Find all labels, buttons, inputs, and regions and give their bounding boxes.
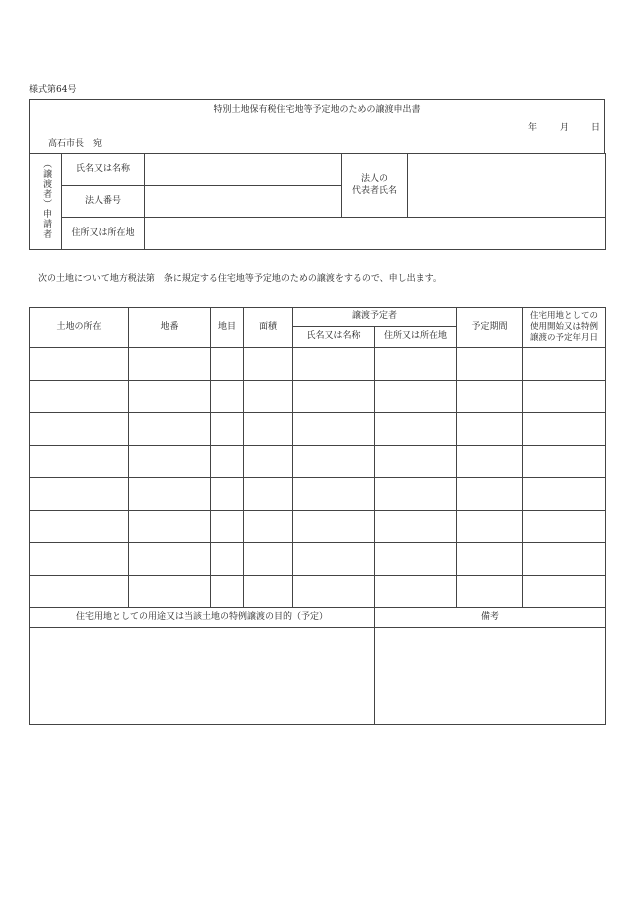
cell-transferee-address[interactable] xyxy=(375,478,457,511)
purpose-label: 住宅用地としての用途又は当該土地の特例譲渡の目的（予定） xyxy=(30,608,375,628)
land-table xyxy=(29,307,606,608)
cell-area[interactable] xyxy=(244,575,293,608)
cell-lot-number[interactable] xyxy=(129,575,211,608)
cell-lot-number[interactable] xyxy=(129,478,211,511)
table-row xyxy=(30,510,606,543)
name-label: 氏名又は名称 xyxy=(62,154,145,186)
name-field[interactable] xyxy=(145,154,342,186)
cell-location[interactable] xyxy=(30,380,129,413)
table-row xyxy=(30,348,606,381)
cell-transferee-address[interactable] xyxy=(375,445,457,478)
cell-transferee-address[interactable] xyxy=(375,543,457,576)
cell-location[interactable] xyxy=(30,478,129,511)
cell-start-date[interactable] xyxy=(523,413,606,446)
table-row xyxy=(30,413,606,446)
cell-land-category[interactable] xyxy=(211,543,244,576)
cell-land-category[interactable] xyxy=(211,478,244,511)
remarks-field[interactable] xyxy=(375,628,606,725)
address-label: 住所又は所在地 xyxy=(62,218,145,250)
cell-transferee-name[interactable] xyxy=(293,543,375,576)
cell-location[interactable] xyxy=(30,510,129,543)
cell-location[interactable] xyxy=(30,575,129,608)
cell-location[interactable] xyxy=(30,348,129,381)
cell-location[interactable] xyxy=(30,413,129,446)
cell-land-category[interactable] xyxy=(211,575,244,608)
header-area: 面積 xyxy=(244,308,293,348)
cell-start-date[interactable] xyxy=(523,348,606,381)
cell-transferee-name[interactable] xyxy=(293,413,375,446)
representative-label-line1: 法人の xyxy=(360,174,388,185)
date-month: 月 xyxy=(560,123,570,133)
cell-start-date[interactable] xyxy=(523,510,606,543)
cell-area[interactable] xyxy=(244,380,293,413)
header-transferee: 譲渡予定者 xyxy=(293,308,457,327)
cell-transferee-name[interactable] xyxy=(293,510,375,543)
cell-transferee-name[interactable] xyxy=(293,575,375,608)
table-row xyxy=(30,445,606,478)
cell-area[interactable] xyxy=(244,478,293,511)
corp-number-label: 法人番号 xyxy=(62,186,145,218)
representative-label-line2: 代表者氏名 xyxy=(351,185,397,196)
table-row xyxy=(30,380,606,413)
cell-transferee-address[interactable] xyxy=(375,348,457,381)
cell-area[interactable] xyxy=(244,510,293,543)
table-row xyxy=(30,543,606,576)
purpose-field[interactable] xyxy=(30,628,375,725)
table-row xyxy=(30,478,606,511)
cell-planned-period[interactable] xyxy=(457,543,523,576)
cell-start-date[interactable] xyxy=(523,445,606,478)
form-title: 特別土地保有税住宅地等予定地のための譲渡申出書 xyxy=(213,105,421,115)
header-land-category: 地目 xyxy=(211,308,244,348)
cell-transferee-address[interactable] xyxy=(375,413,457,446)
land-rows xyxy=(30,348,606,608)
cell-planned-period[interactable] xyxy=(457,510,523,543)
cell-transferee-address[interactable] xyxy=(375,575,457,608)
cell-planned-period[interactable] xyxy=(457,348,523,381)
applicant-table xyxy=(29,153,606,250)
header-location: 土地の所在 xyxy=(30,308,129,348)
statement-text: 次の土地について地方税法第 条に規定する住宅地等予定地のための譲渡をするので、申し出ます。 xyxy=(38,274,442,284)
cell-land-category[interactable] xyxy=(211,348,244,381)
cell-transferee-address[interactable] xyxy=(375,510,457,543)
cell-planned-period[interactable] xyxy=(457,380,523,413)
form-number: 様式第64号 xyxy=(29,85,77,95)
remarks-label: 備考 xyxy=(375,608,606,628)
applicant-group-label: （譲渡者）申請者 xyxy=(30,154,62,250)
cell-lot-number[interactable] xyxy=(129,510,211,543)
cell-planned-period[interactable] xyxy=(457,413,523,446)
header-start-date-line2: 使用開始又は特例 xyxy=(530,321,599,332)
cell-land-category[interactable] xyxy=(211,510,244,543)
cell-land-category[interactable] xyxy=(211,413,244,446)
cell-area[interactable] xyxy=(244,543,293,576)
representative-field[interactable] xyxy=(408,154,606,218)
header-start-date xyxy=(523,308,606,348)
cell-start-date[interactable] xyxy=(523,380,606,413)
header-planned-period: 予定期間 xyxy=(457,308,523,348)
date-year: 年 xyxy=(528,123,538,133)
addressee: 高石市長 宛 xyxy=(48,139,103,149)
header-start-date-line1: 住宅用地としての xyxy=(530,310,599,321)
table-row xyxy=(30,575,606,608)
cell-land-category[interactable] xyxy=(211,380,244,413)
cell-location[interactable] xyxy=(30,445,129,478)
header-lot-number: 地番 xyxy=(129,308,211,348)
cell-area[interactable] xyxy=(244,445,293,478)
address-field[interactable] xyxy=(145,218,606,250)
cell-planned-period[interactable] xyxy=(457,575,523,608)
cell-area[interactable] xyxy=(244,413,293,446)
purpose-table xyxy=(29,607,606,725)
representative-label xyxy=(342,154,408,218)
date-day: 日 xyxy=(591,123,601,133)
header-box xyxy=(29,99,605,153)
cell-transferee-name[interactable] xyxy=(293,348,375,381)
cell-planned-period[interactable] xyxy=(457,445,523,478)
cell-start-date[interactable] xyxy=(523,543,606,576)
header-start-date-line3: 譲渡の予定年月日 xyxy=(530,333,599,344)
cell-lot-number[interactable] xyxy=(129,413,211,446)
cell-location[interactable] xyxy=(30,543,129,576)
corp-number-field[interactable] xyxy=(145,186,342,218)
cell-lot-number[interactable] xyxy=(129,543,211,576)
cell-transferee-name[interactable] xyxy=(293,380,375,413)
header-transferee-address: 住所又は所在地 xyxy=(375,327,457,348)
cell-area[interactable] xyxy=(244,348,293,381)
cell-planned-period[interactable] xyxy=(457,478,523,511)
cell-transferee-name[interactable] xyxy=(293,445,375,478)
cell-start-date[interactable] xyxy=(523,478,606,511)
cell-land-category[interactable] xyxy=(211,445,244,478)
cell-lot-number[interactable] xyxy=(129,348,211,381)
header-transferee-name: 氏名又は名称 xyxy=(293,327,375,348)
cell-transferee-name[interactable] xyxy=(293,478,375,511)
cell-start-date[interactable] xyxy=(523,575,606,608)
cell-lot-number[interactable] xyxy=(129,380,211,413)
cell-lot-number[interactable] xyxy=(129,445,211,478)
cell-transferee-address[interactable] xyxy=(375,380,457,413)
